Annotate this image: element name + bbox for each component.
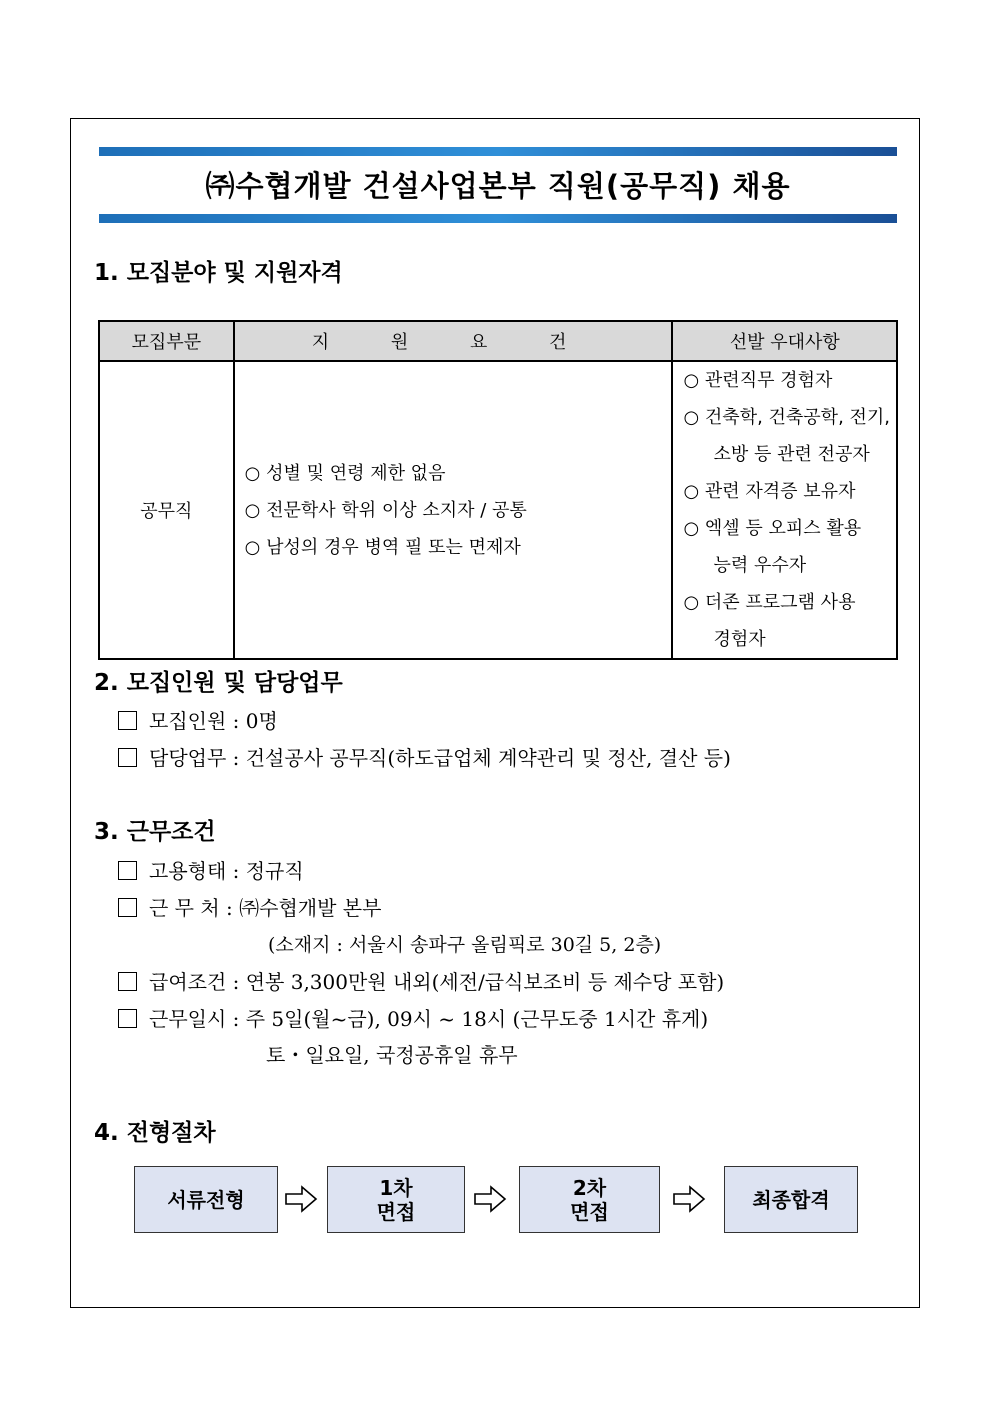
header-category: 모집부문 bbox=[99, 321, 234, 361]
header-requirements: 지 원 요 건 bbox=[234, 321, 673, 361]
step-document-screening: 서류전형 bbox=[134, 1166, 278, 1233]
preference-item: ○ 관련직무 경험자 bbox=[683, 370, 833, 391]
title-bottom-bar bbox=[99, 214, 897, 223]
hours-note: 토・일요일, 국정공휴일 휴무 bbox=[266, 1043, 518, 1067]
checkbox-icon bbox=[118, 748, 137, 767]
preference-item: ○ 관련 자격증 보유자 bbox=[683, 481, 856, 502]
list-item: 고용형태 : 정규직 bbox=[118, 856, 304, 886]
table-header-row bbox=[99, 321, 897, 361]
title-top-bar bbox=[99, 147, 897, 156]
checkbox-icon bbox=[118, 711, 137, 730]
preference-item: ○ 더존 프로그램 사용 bbox=[683, 592, 856, 613]
list-item: 근무일시 : 주 5일(월~금), 09시 ~ 18시 (근무도중 1시간 휴게) bbox=[118, 1004, 708, 1034]
preference-item: 경험자 bbox=[713, 629, 766, 650]
checkbox-icon bbox=[118, 898, 137, 917]
section4-heading: 4. 전형절차 bbox=[94, 1120, 216, 1146]
list-item: 근 무 처 : ㈜수협개발 본부 bbox=[118, 893, 381, 923]
section1-heading: 1. 모집분야 및 지원자격 bbox=[94, 260, 343, 286]
category-cell: 공무직 bbox=[99, 361, 234, 659]
section2-heading: 2. 모집인원 및 담당업무 bbox=[94, 670, 343, 696]
preferences-cell bbox=[672, 361, 897, 659]
location-note: (소재지 : 서울시 송파구 올림픽로 30길 5, 2층) bbox=[268, 934, 662, 956]
requirement-item: ○ 성별 및 연령 제한 없음 bbox=[244, 462, 446, 484]
preference-item: ○ 건축학, 건축공학, 전기, bbox=[683, 407, 891, 428]
table-row bbox=[99, 361, 897, 659]
section3-heading: 3. 근무조건 bbox=[94, 819, 216, 845]
preference-item: ○ 엑셀 등 오피스 활용 bbox=[683, 518, 862, 539]
list-item: 담당업무 : 건설공사 공무직(하도급업체 계약관리 및 정산, 결산 등) bbox=[118, 743, 731, 773]
step-first-interview: 1차 면접 bbox=[327, 1166, 465, 1233]
step-final-acceptance: 최종합격 bbox=[724, 1166, 858, 1233]
arrow-right-icon bbox=[284, 1184, 318, 1214]
requirement-item: ○ 전문학사 학위 이상 소지자 / 공통 bbox=[244, 499, 527, 521]
header-preferences: 선발 우대사항 bbox=[672, 321, 897, 361]
step-second-interview: 2차 면접 bbox=[519, 1166, 660, 1233]
arrow-right-icon bbox=[473, 1184, 507, 1214]
list-item: 급여조건 : 연봉 3,300만원 내외(세전/급식보조비 등 제수당 포함) bbox=[118, 967, 724, 997]
list-item: 모집인원 : 0명 bbox=[118, 706, 278, 736]
requirements-cell bbox=[234, 361, 673, 659]
checkbox-icon bbox=[118, 972, 137, 991]
preference-item: 능력 우수자 bbox=[713, 555, 807, 576]
arrow-right-icon bbox=[672, 1184, 706, 1214]
requirement-item: ○ 남성의 경우 병역 필 또는 면제자 bbox=[244, 536, 521, 558]
checkbox-icon bbox=[118, 1009, 137, 1028]
checkbox-icon bbox=[118, 861, 137, 880]
page-title: ㈜수협개발 건설사업본부 직원(공무직) 채용 bbox=[205, 169, 791, 203]
requirements-table bbox=[98, 320, 898, 660]
preference-item: 소방 등 관련 전공자 bbox=[713, 444, 870, 465]
